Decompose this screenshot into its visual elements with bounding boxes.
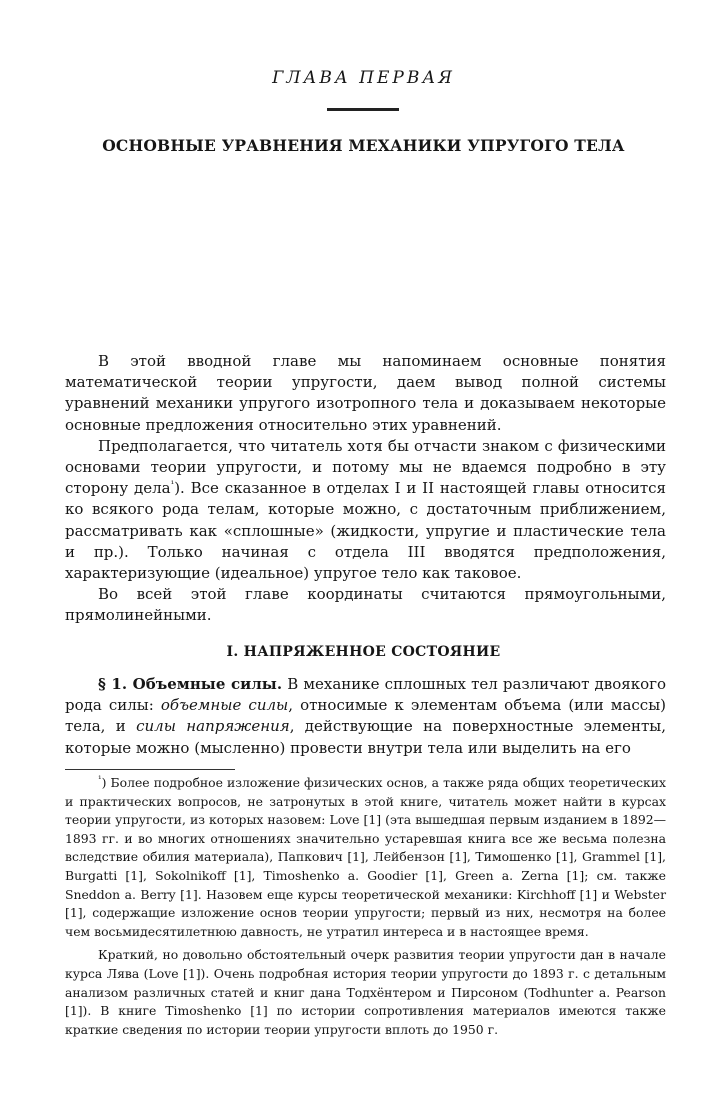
intro-paragraph-2 [65,436,666,584]
section-paragraph [65,674,666,759]
intro-paragraph-2-end: ). Все сказанное в отделах I и II настоящей главы относится ко всякого рода телам, которые можно, с достаточным приближением, рассматривать как «сплошные» (жидкости, упругие и пластические тела и пр.). Только начиная с отдела III вводятся предположения, характеризующие (идеальное) упругое тело как таковое. [65,479,666,583]
intro-text [65,351,666,627]
section-heading: I. НАПРЯЖЕННОЕ СОСТОЯНИЕ [226,644,501,660]
intro-paragraph-1: В этой вводной главе мы напоминаем основные понятия математической теории упругости, даем вывод полной системы уравнений механики упругого изотропного тела и доказываем некоторые основные предложения относительно этих уравнений. [65,352,666,434]
footnote-marker: ¹ [98,774,102,785]
footnote-1-continued: Краткий, но довольно обстоятельный очерк развития теории упругости дан в начале курса Лява (Love [1]). Очень подробная история теории упругости до 1893 г. с детальным анализом различных статей и книг дана Тодхёнтером и Пирсоном (Todhunter a. Pearson [1]). В книге Timoshenko [1] по истории сопротивления материалов имеются также краткие сведения по истории теории упругости вплоть до 1950 г. [65,947,666,1037]
term-stress-forces: силы напряжения [136,717,290,736]
chapter-label: ГЛАВА ПЕРВАЯ [272,68,455,88]
term-body-forces: объемные силы [160,696,289,715]
chapter-divider [327,108,399,111]
intro-paragraph-3: Во всей этой главе координаты считаются прямоугольными, прямолинейными. [65,585,666,625]
chapter-title: ОСНОВНЫЕ УРАВНЕНИЯ МЕХАНИКИ УПРУГОГО ТЕЛА [102,136,625,155]
section-text-2: , относимые к элементам объема (или массы) тела, и [65,696,666,736]
section-text-1: В механике сплошных тел различают двоякого рода силы: [65,675,666,715]
section-text-3: , действующие на поверхностные элементы, которые можно (мысленно) провести внутри тела или выделить на его [65,717,667,757]
footnote-ref[interactable]: ¹ [170,480,175,491]
footnote-divider [65,769,235,770]
intro-paragraph-2-start: Предполагается, что читатель хотя бы отчасти знаком с физическими основами теории упругости, и потому мы не вдаемся подробно в эту сторону дела [65,436,666,498]
paragraph-title: § 1. Объемные силы. [98,675,283,693]
footnote-1 [65,774,666,941]
footnotes [65,774,666,1039]
footnote-1-text: ) Более подробное изложение физических основ, а также ряда общих теоретических и практических вопросов, не затронутых в этой книге, читатель может найти в курсах теории упругости, из которых назовем: Love [1] (эта вышедшая первым изданием в 1892—1893 гг. и во многих отношениях значительно устаревшая книга все же весьма полезна вследствие обилия материала), Папкович [1], Лейбензон [1], Тимошенко [1], Grammel [1], Burgatti [1], Sokolnikoff [1], Timoshenko a. Goodier [1], Green a. Zerna [1]; см. также Sneddon a. Berry [1]. Назовем еще курсы теоретической механики: Kirchhoff [1] и Webster [1], содержащие изложение основ теории упругости; первый из них, несмотря на более чем восьмидесятилетнюю давность, не утратил интереса и в настоящее время. [65,775,666,939]
section-text [65,674,666,759]
